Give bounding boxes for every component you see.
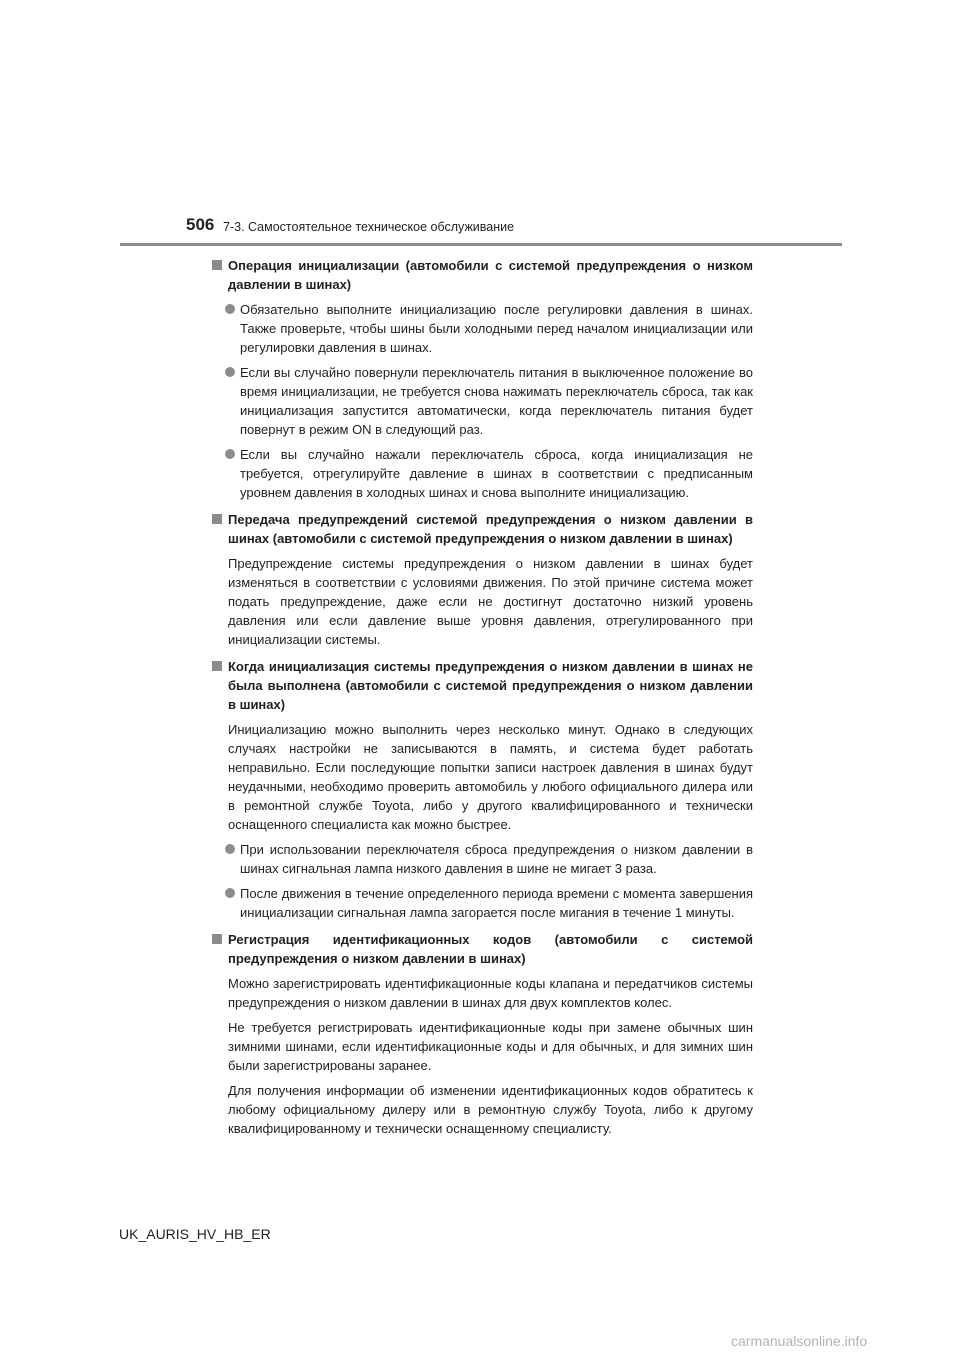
bullet-item: Если вы случайно повернули переключатель питания в выключенное положение во время инициализации, не требуется снова нажимать переключатель сброса, так как инициализация запустится автоматически, когда переключатель питания будет повернут в режим ON в следующий раз.	[212, 363, 753, 439]
paragraph: Предупреждение системы предупреждения о низком давлении в шинах будет изменяться в соответствии с условиями движения. По этой причине система может подать предупреждение, даже если не достигнут достаточно низкий уровень давления или если давление выше уровня давления, отрегулированного при инициализации системы.	[228, 556, 753, 647]
page-content	[212, 256, 753, 1138]
paragraph: Можно зарегистрировать идентификационные коды клапана и передатчиков системы предупреждения о низком давлении в шинах для двух комплектов колес.	[228, 976, 753, 1010]
round-bullet-icon	[225, 304, 235, 314]
round-bullet-icon	[225, 844, 235, 854]
bullet-item: Если вы случайно нажали переключатель сброса, когда инициализация не требуется, отрегулируйте давление в шинах в соответствии с предписанным уровнем давления в холодных шинах и снова выполните инициализацию.	[212, 445, 753, 502]
page-number: 506	[186, 215, 215, 234]
heading-initialization: Операция инициализации (автомобили с системой предупреждения о низком давлении в шинах)	[212, 256, 753, 294]
heading-warnings: Передача предупреждений системой предупреждения о низком давлении в шинах (автомобили с системой предупреждения о низком давлении в шинах)	[212, 510, 753, 548]
header-divider	[120, 243, 842, 246]
bullet-item: После движения в течение определенного периода времени с момента завершения инициализации сигнальная лампа загорается после мигания в течение 1 минуты.	[212, 884, 753, 922]
paragraph: Инициализацию можно выполнить через несколько минут. Однако в следующих случаях настройки не записываются в память, и система будет работать неправильно. Если последующие попытки записи настроек давления в шинах будут неудачными, необходимо проверить автомобиль у любого официального дилера или в ремонтной службе Toyota, либо у другого квалифицированного и технически оснащенного специалиста как можно быстрее.	[228, 722, 753, 832]
square-bullet-icon	[212, 661, 222, 671]
round-bullet-icon	[225, 888, 235, 898]
square-bullet-icon	[212, 260, 222, 270]
footer-code: UK_AURIS_HV_HB_ER	[119, 1226, 271, 1242]
heading-id-codes: Регистрация идентификационных кодов (автомобили с системой предупреждения о низком давлении в шинах)	[212, 930, 753, 968]
heading-not-initialized: Когда инициализация системы предупреждения о низком давлении в шинах не была выполнена (автомобили с системой предупреждения о низком давлении в шинах)	[212, 657, 753, 714]
watermark: carmanualsonline.info	[731, 1333, 868, 1349]
round-bullet-icon	[225, 367, 235, 377]
bullet-item: При использовании переключателя сброса предупреждения о низком давлении в шинах сигнальная лампа низкого давления в шине не мигает 3 раза.	[212, 840, 753, 878]
section-title: 7-3. Самостоятельное техническое обслуживание	[223, 220, 515, 234]
paragraph: Не требуется регистрировать идентификационные коды при замене обычных шин зимними шинами, если идентификационные коды и для обычных, и для зимних шин были зарегистрированы заранее.	[228, 1020, 753, 1073]
bullet-item: Обязательно выполните инициализацию после регулировки давления в шинах. Также проверьте, чтобы шины были холодными перед началом инициализации или регулировки давления в шинах.	[212, 300, 753, 357]
round-bullet-icon	[225, 449, 235, 459]
square-bullet-icon	[212, 514, 222, 524]
square-bullet-icon	[212, 934, 222, 944]
paragraph: Для получения информации об изменении идентификационных кодов обратитесь к любому официальному дилеру или в ремонтную службу Toyota, либо к другому квалифицированному и технически оснащенному специалисту.	[228, 1083, 753, 1136]
